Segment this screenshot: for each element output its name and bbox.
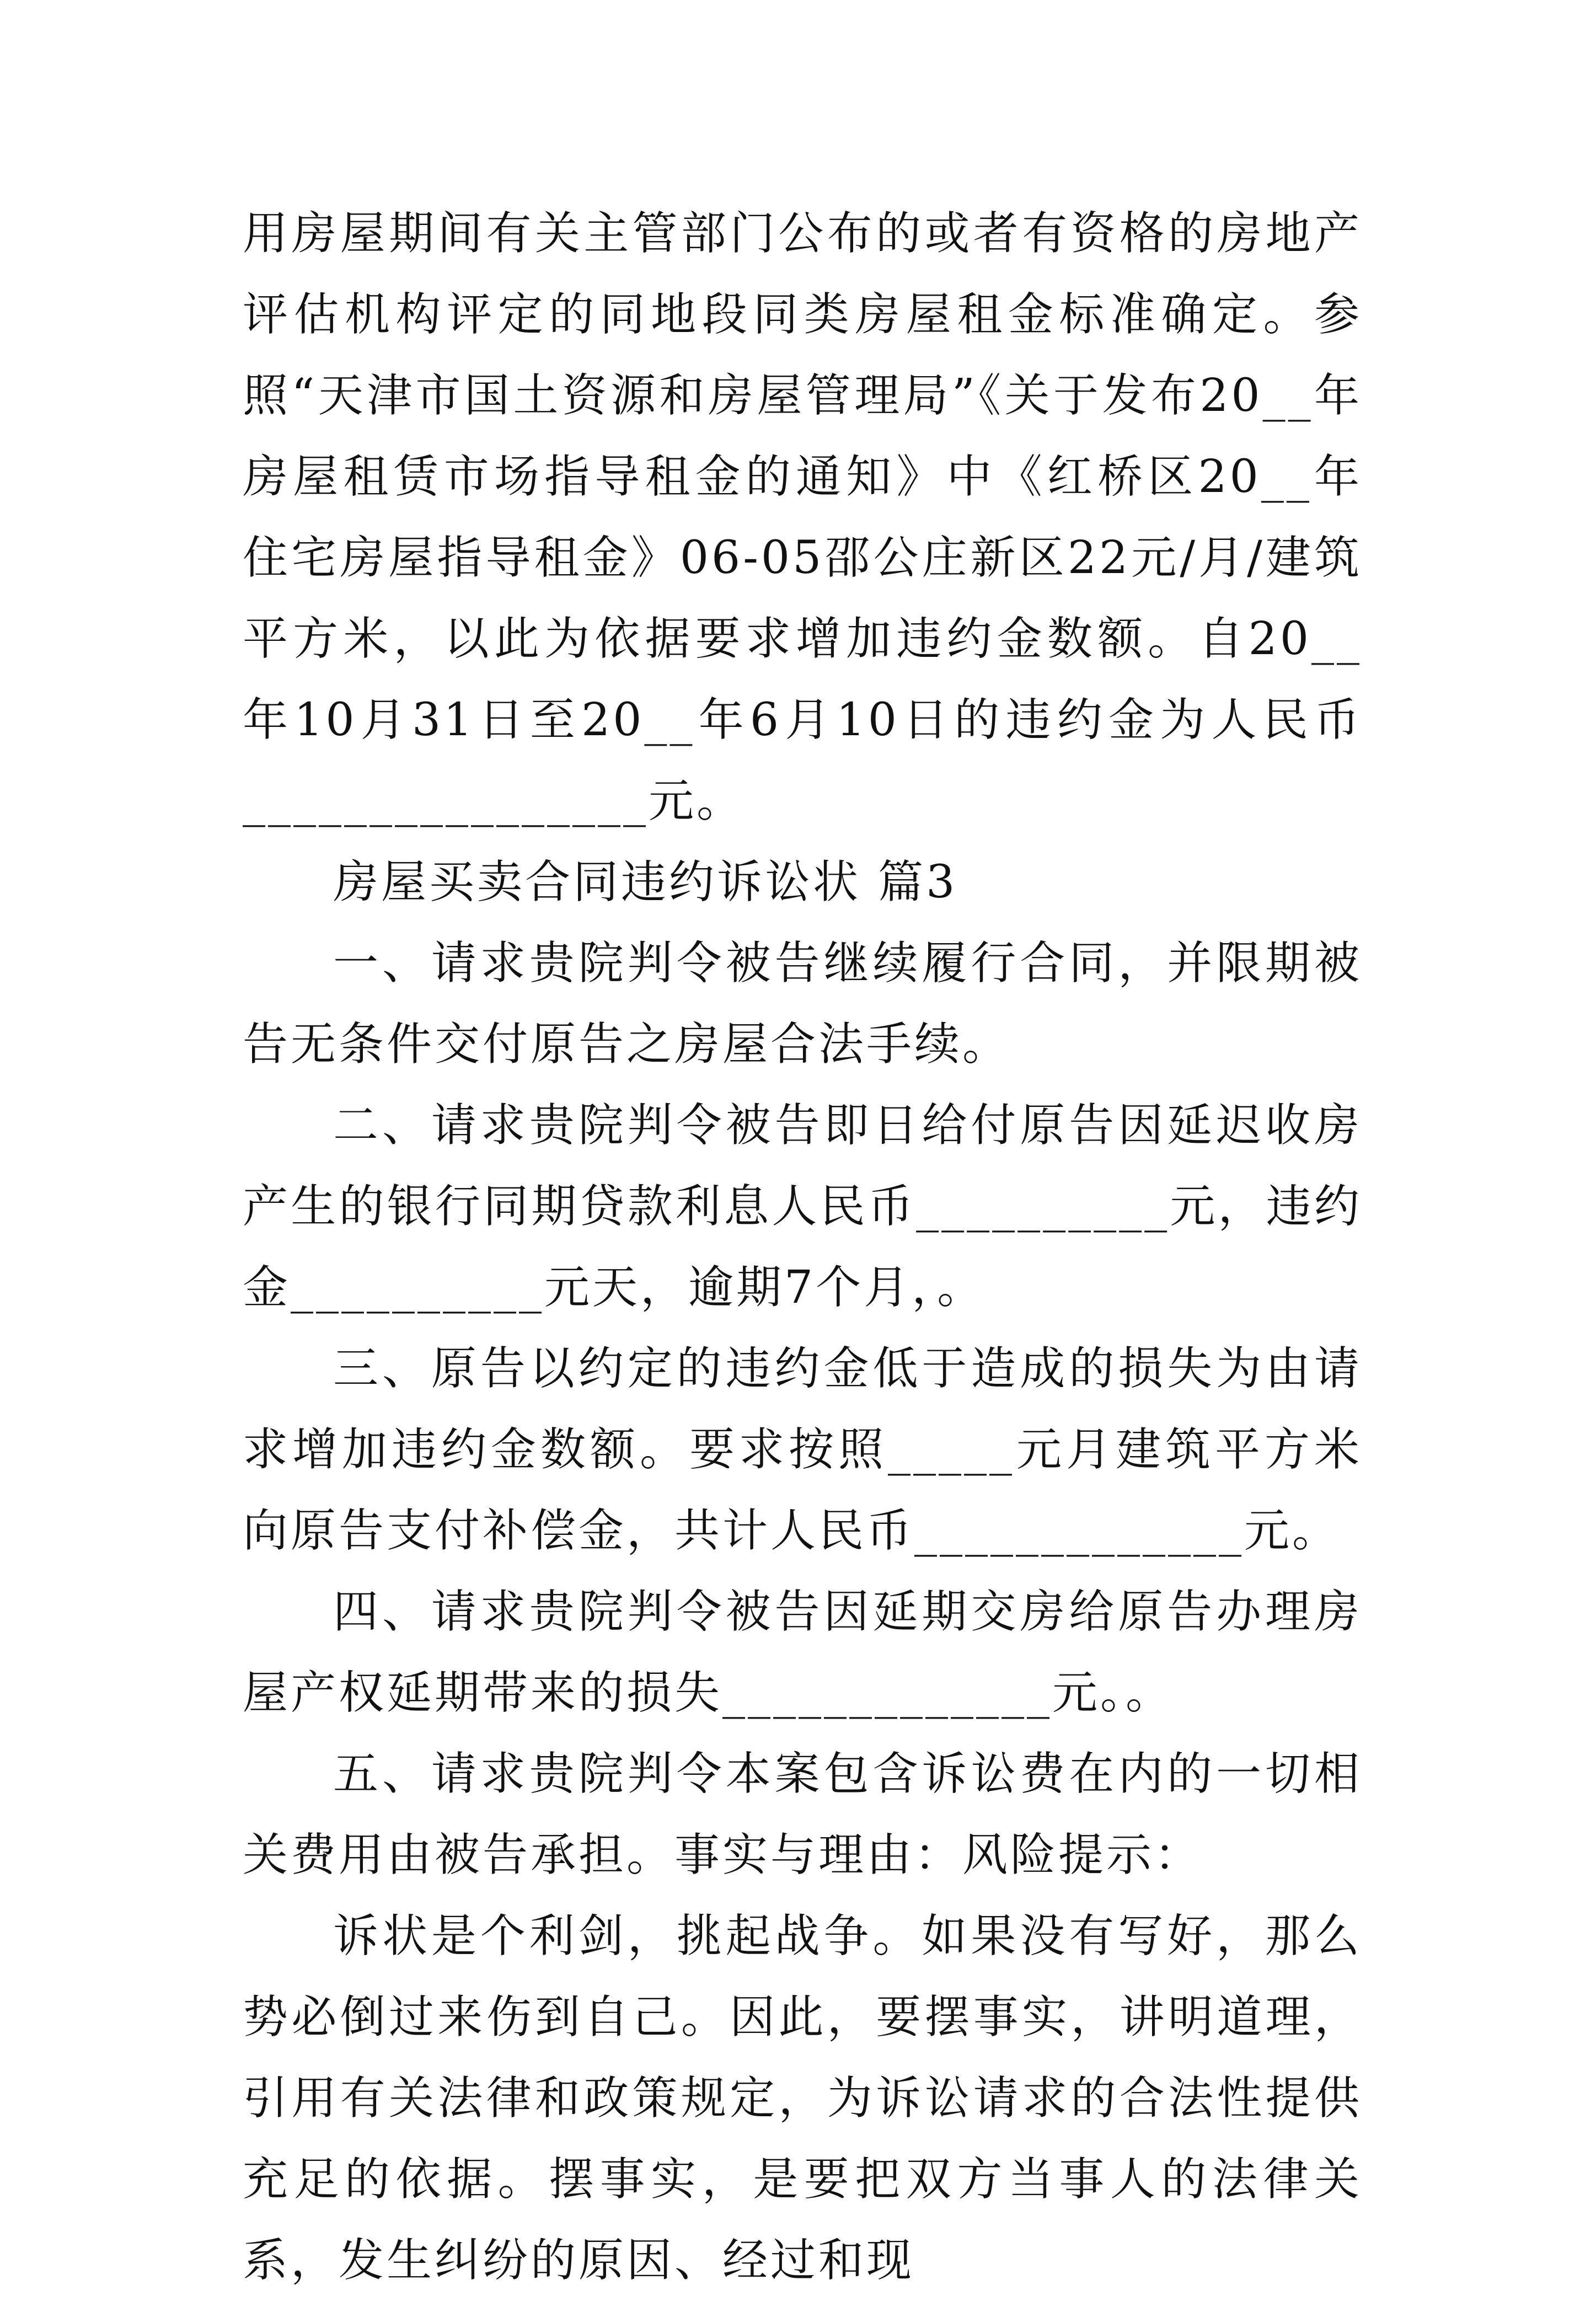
risk-note-paragraph: 诉状是个利剑，挑起战争。如果没有写好，那么势必倒过来伤到自己。因此，要摆事实，讲明道理，引用有关法律和政策规定，为诉讼请求的合法性提供充足的依据。摆事实，是要把双方当事人的法律关系，发生纠纷的原因、经过和现 (243, 1910, 1362, 2287)
claim-1: 一、请求贵院判令被告继续履行合同，并限期被告无条件交付原告之房屋合法手续。 (243, 937, 1362, 1071)
paragraph-penalty-standard: 用房屋期间有关主管部门公布的或者有资格的房地产评估机构评定的同地段同类房屋租金标准确定。参照“天津市国土资源和房屋管理局”《关于发布20__年房屋租赁市场指导租金的通知》中《红桥区20__年住宅房屋指导租金》06-05邵公庄新区22元/月/建筑平方米，以此为依据要求增加违约金数额。自20__年10月31日至20__年6月10日的违约金为人民币________________元。 (243, 207, 1362, 827)
document-body (243, 193, 1362, 2301)
section-heading: 房屋买卖合同违约诉讼状 篇3 (333, 856, 958, 908)
claim-5: 五、请求贵院判令本案包含诉讼费在内的一切相关费用由被告承担。事实与理由：风险提示： (243, 1748, 1362, 1881)
claim-4: 四、请求贵院判令被告因延期交房给原告办理房屋产权延期带来的损失_____________元。。 (243, 1586, 1362, 1719)
claim-3: 三、原告以约定的违约金低于造成的损失为由请求增加违约金数额。要求按照_____元月建筑平方米向原告支付补偿金，共计人民币_____________元。 (243, 1342, 1362, 1557)
claim-2: 二、请求贵院判令被告即日给付原告因延迟收房产生的银行同期贷款利息人民币__________元，违约金__________元天，逾期7个月，。 (243, 1099, 1362, 1314)
